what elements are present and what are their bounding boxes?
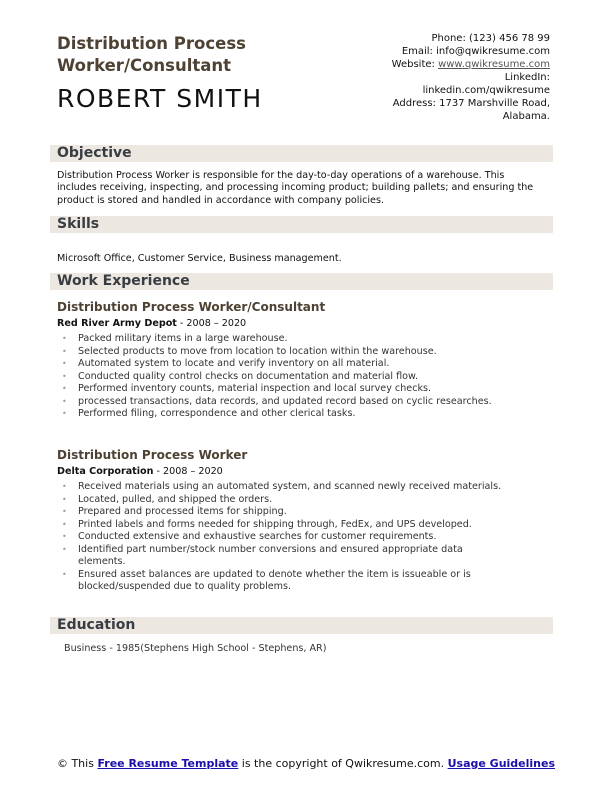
email: info@qwikresume.com bbox=[436, 46, 550, 57]
education-entry: Business - 1985(Stephens High School - Stephens, AR) bbox=[64, 643, 327, 654]
website-label: Website: bbox=[391, 59, 435, 70]
work-experience-heading: Work Experience bbox=[50, 273, 553, 290]
footer-text: © This bbox=[56, 757, 98, 770]
footer bbox=[0, 757, 612, 770]
linkedin: linkedin.com/qwikresume bbox=[422, 85, 550, 96]
job-dates: - 2008 – 2020 bbox=[176, 318, 247, 329]
usage-guidelines-link[interactable]: Usage Guidelines bbox=[447, 757, 556, 770]
linkedin-label: LinkedIn: bbox=[504, 72, 550, 83]
job-title: Distribution Process Worker/Consultant bbox=[57, 300, 326, 314]
company-line bbox=[57, 466, 223, 477]
company-line bbox=[57, 318, 246, 329]
address: 1737 Marshville Road, Alabama. bbox=[439, 98, 550, 122]
candidate-name: ROBERT SMITH bbox=[57, 84, 263, 113]
bullet: • Printed labels and forms needed for shipping through, FedEx, and UPS developed. bbox=[57, 519, 507, 532]
bullet: • Selected products to move from location to location within the warehouse. bbox=[57, 346, 492, 359]
bullet: • Conducted extensive and exhaustive searches for customer requirements. bbox=[57, 531, 507, 544]
skills-text: Microsoft Office, Customer Service, Business management. bbox=[57, 253, 342, 264]
bullet: • Performed inventory counts, material inspection and local survey checks. bbox=[57, 383, 492, 396]
objective-text: Distribution Process Worker is responsible for the day-to-day operations of a warehouse. This includes receiving, inspecting, and processing incoming product; building pallets; and ensuring the product is stored and handled in accordance with company policies. bbox=[57, 170, 534, 206]
bullet: • Automated system to locate and verify inventory on all material. bbox=[57, 358, 492, 371]
skills-heading: Skills bbox=[50, 216, 553, 233]
phone-label: Phone: bbox=[431, 33, 466, 44]
bullet: • Identified part number/stock number conversions and ensured appropriate data elements. bbox=[57, 544, 507, 569]
address-label: Address: bbox=[392, 98, 436, 109]
company-name: Delta Corporation bbox=[57, 466, 154, 477]
free-resume-template-link[interactable]: Free Resume Template bbox=[97, 757, 239, 770]
job-title: Distribution Process Worker bbox=[57, 448, 248, 462]
education-heading: Education bbox=[50, 617, 553, 634]
bullet: • Prepared and processed items for shipping. bbox=[57, 506, 507, 519]
job-bullets bbox=[57, 333, 492, 421]
email-label: Email: bbox=[401, 46, 433, 57]
job-title: Distribution Process Worker/Consultant bbox=[57, 34, 246, 75]
bullet: • Ensured asset balances are updated to denote whether the item is issueable or is blocked/suspended due to quality problems. bbox=[57, 569, 507, 594]
job-dates: - 2008 – 2020 bbox=[153, 466, 223, 477]
bullet: • Packed military items in a large warehouse. bbox=[57, 333, 492, 346]
contact-info bbox=[330, 32, 550, 123]
bullet: • Located, pulled, and shipped the orders. bbox=[57, 494, 507, 507]
bullet: • Received materials using an automated system, and scanned newly received materials. bbox=[57, 481, 507, 494]
website-link[interactable]: www.qwikresume.com bbox=[438, 59, 550, 70]
bullet: • Performed filing, correspondence and other clerical tasks. bbox=[57, 408, 492, 421]
bullet: • processed transactions, data records, and updated record based on cyclic researches. bbox=[57, 396, 492, 409]
footer-text: is the copyright of Qwikresume.com. bbox=[238, 757, 448, 770]
phone: (123) 456 78 99 bbox=[469, 33, 550, 44]
objective-heading: Objective bbox=[50, 145, 553, 162]
job-bullets bbox=[57, 481, 507, 594]
bullet: • Conducted quality control checks on documentation and material flow. bbox=[57, 371, 492, 384]
company-name: Red River Army Depot bbox=[57, 318, 177, 329]
